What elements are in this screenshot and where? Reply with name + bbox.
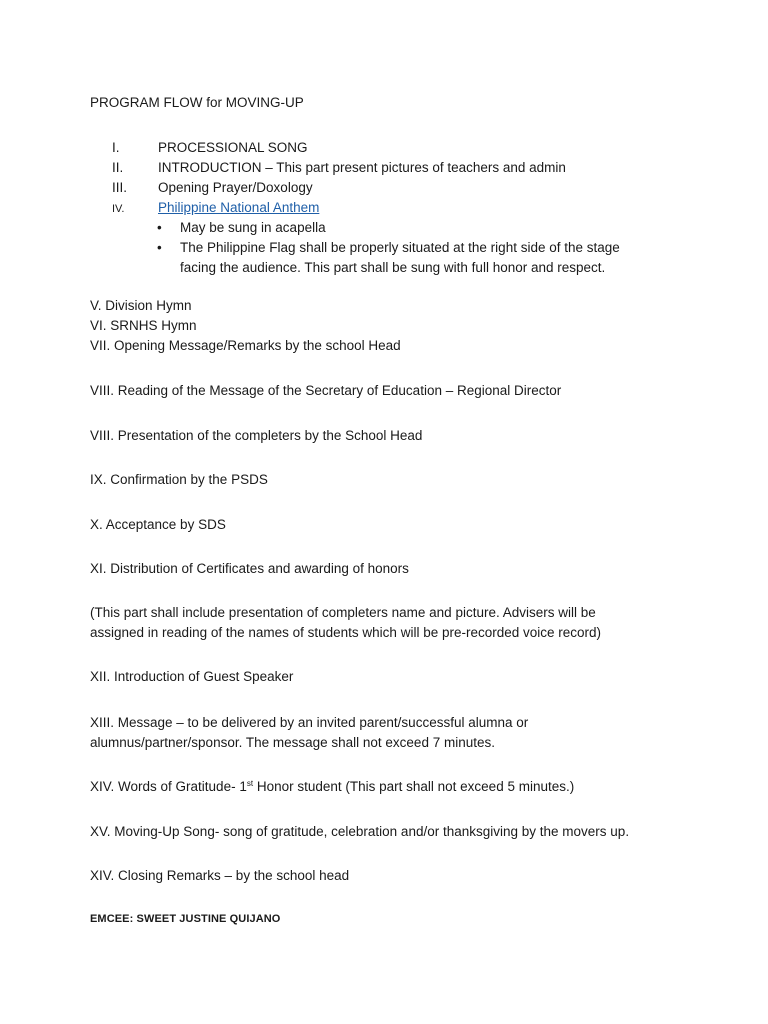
program-item — [112, 178, 313, 198]
page-title: PROGRAM FLOW for MOVING-UP — [90, 95, 304, 110]
program-line: XI. Distribution of Certificates and awarding of honors — [90, 561, 409, 576]
program-line: alumnus/partner/sponsor. The message shall not exceed 7 minutes. — [90, 735, 495, 750]
bullet-icon: • — [157, 220, 162, 235]
program-item — [112, 158, 566, 178]
bullet-continuation: facing the audience. This part shall be sung with full honor and respect. — [180, 260, 606, 275]
bullet-item — [157, 218, 326, 238]
program-item — [112, 138, 308, 158]
program-line: XII. Introduction of Guest Speaker — [90, 669, 294, 684]
item-text: INTRODUCTION – This part present pictures of teachers and admin — [158, 160, 566, 175]
program-item — [112, 198, 319, 219]
ordinal-suffix: st — [246, 779, 254, 788]
emcee-label: EMCEE: SWEET JUSTINE QUIJANO — [90, 913, 281, 925]
item-number: III. — [112, 180, 128, 195]
program-line: XIII. Message – to be delivered by an invited parent/successful alumna or — [90, 715, 529, 730]
gratitude-text-rest: Honor student (This part shall not exceed 5 minutes.) — [253, 779, 575, 794]
item-text: PROCESSIONAL SONG — [158, 140, 308, 155]
bullet-item — [157, 238, 620, 258]
item-text: Opening Prayer/Doxology — [158, 180, 313, 195]
program-line — [90, 777, 574, 797]
bullet-text: The Philippine Flag shall be properly situated at the right side of the stage — [180, 240, 620, 255]
gratitude-text: XIV. Words of Gratitude- 1 — [90, 779, 247, 794]
bullet-icon: • — [157, 240, 162, 255]
program-line: X. Acceptance by SDS — [90, 517, 226, 532]
item-number: I. — [112, 140, 120, 155]
anthem-link[interactable]: Philippine National Anthem — [158, 200, 320, 215]
item-number: IV. — [112, 203, 125, 215]
program-line: VIII. Reading of the Message of the Secretary of Education – Regional Director — [90, 383, 562, 398]
program-note: assigned in reading of the names of students which will be pre-recorded voice record) — [90, 625, 602, 640]
program-line: XV. Moving-Up Song- song of gratitude, celebration and/or thanksgiving by the movers up. — [90, 824, 630, 839]
program-line: XIV. Closing Remarks – by the school head — [90, 868, 350, 883]
program-line: VI. SRNHS Hymn — [90, 318, 197, 333]
program-line: IX. Confirmation by the PSDS — [90, 472, 268, 487]
bullet-text: May be sung in acapella — [180, 220, 326, 235]
program-line: VIII. Presentation of the completers by the School Head — [90, 428, 423, 443]
item-number: II. — [112, 160, 124, 175]
program-note: (This part shall include presentation of completers name and picture. Advisers will be — [90, 605, 596, 620]
program-line: V. Division Hymn — [90, 298, 192, 313]
program-line: VII. Opening Message/Remarks by the school Head — [90, 338, 401, 353]
